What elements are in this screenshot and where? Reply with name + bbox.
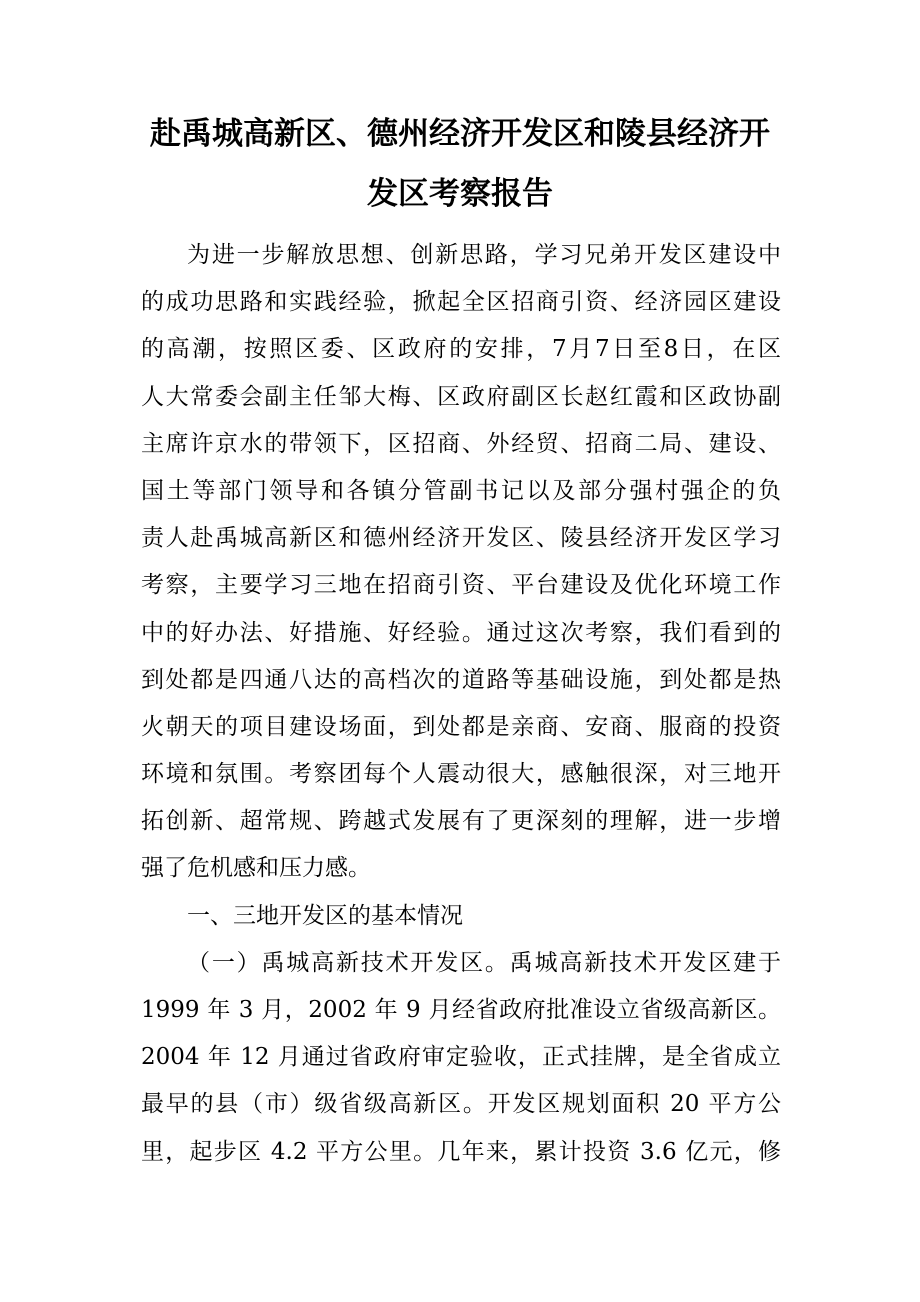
paragraph-line: 中的好办法、好措施、好经验。通过这次考察，我们看到的	[141, 619, 781, 646]
paragraph-line: （一）禹城高新技术开发区。禹城高新技术开发区建于	[187, 949, 781, 976]
paragraph-line: 火朝天的项目建设场面，到处都是亲商、安商、服商的投资	[141, 713, 781, 740]
document-body	[141, 232, 781, 1176]
document-title-line-1: 赴禹城高新区、德州经济开发区和陵县经济开	[150, 116, 770, 152]
paragraph-line: 为进一步解放思想、创新思路，学习兄弟开发区建设中	[187, 242, 781, 268]
paragraph-line: 责人赴禹城高新区和德州经济开发区、陵县经济开发区学习	[141, 525, 781, 552]
section-heading: 一、三地开发区的基本情况	[187, 902, 463, 929]
paragraph-line: 的成功思路和实践经验，掀起全区招商引资、经济园区建设	[141, 289, 781, 316]
paragraph-line: 国土等部门领导和各镇分管副书记以及部分强村强企的负	[141, 477, 781, 504]
paragraph-line: 环境和氛围。考察团每个人震动很大，感触很深，对三地开	[141, 761, 781, 788]
paragraph-line: 强了危机感和压力感。	[141, 855, 371, 882]
paragraph-intro	[141, 232, 781, 893]
paragraph-yucheng	[141, 940, 781, 1176]
document-title-line-2: 发区考察报告	[367, 176, 553, 212]
paragraph-line: 1999 年 3 月，2002 年 9 月经省政府批准设立省级高新区。	[141, 997, 781, 1023]
paragraph-line: 到处都是四通八达的高档次的道路等基础设施，到处都是热	[141, 666, 781, 693]
paragraph-line: 主席许京水的带领下，区招商、外经贸、招商二局、建设、	[141, 430, 781, 457]
paragraph-line: 考察，主要学习三地在招商引资、平台建设及优化环境工作	[141, 572, 781, 599]
paragraph-line: 里，起步区 4.2 平方公里。几年来，累计投资 3.6 亿元，修	[141, 1138, 781, 1165]
paragraph-line: 2004 年 12 月通过省政府审定验收，正式挂牌，是全省成立	[141, 1044, 781, 1071]
paragraph-line: 的高潮，按照区委、区政府的安排，7月7日至8日，在区	[141, 336, 781, 363]
paragraph-line: 人大常委会副主任邹大梅、区政府副区长赵红霞和区政协副	[141, 383, 781, 410]
paragraph-line: 拓创新、超常规、跨越式发展有了更深刻的理解，进一步增	[141, 808, 781, 835]
paragraph-line: 最早的县（市）级省级高新区。开发区规划面积 20 平方公	[141, 1091, 781, 1118]
